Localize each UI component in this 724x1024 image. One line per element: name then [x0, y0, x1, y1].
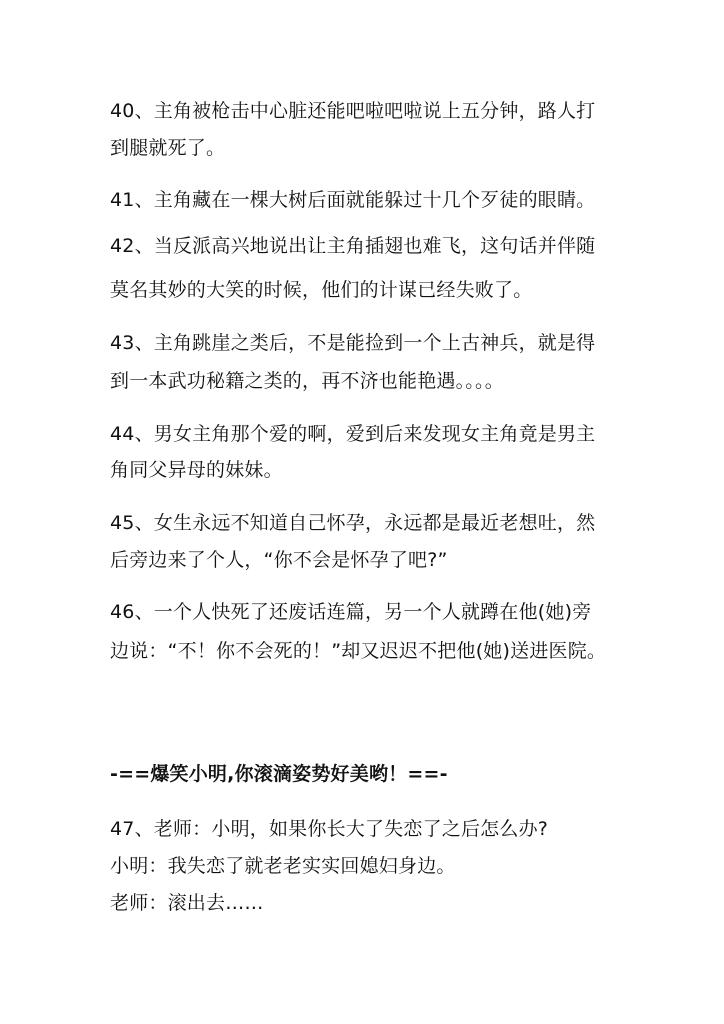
- dialogue-line: 老师：滚出去……: [110, 892, 264, 914]
- text-line: 42、当反派高兴地说出让主角插翅也难飞，这句话并伴随: [110, 235, 596, 257]
- text-line: 40、主角被枪击中心脏还能吧啦吧啦说上五分钟，路人打: [110, 100, 596, 122]
- text-line: 44、男女主角那个爱的啊，爱到后来发现女主角竟是男主: [110, 423, 596, 445]
- text-line: 莫名其妙的大笑的时候，他们的计谋已经失败了。: [110, 279, 533, 301]
- text-line: 后旁边来了个人，“你不会是怀孕了吧?”: [110, 549, 448, 571]
- text-line: 45、女生永远不知道自己怀孕，永远都是最近老想吐，然: [110, 512, 596, 534]
- text-line: 41、主角藏在一棵大树后面就能躲过十几个歹徒的眼睛。: [110, 189, 596, 211]
- text-line: 到一本武功秘籍之类的，再不济也能艳遇。。。。: [110, 370, 504, 392]
- text-line: 边说：“不！你不会死的！”却又迟迟不把他(她)送进医院。: [110, 640, 607, 662]
- text-line: 到腿就死了。: [110, 137, 226, 159]
- text-line: 角同父异母的妹妹。: [110, 459, 283, 481]
- text-line: 46、一个人快死了还废话连篇，另一个人就蹲在他(她)旁: [110, 601, 592, 623]
- text-line: 43、主角跳崖之类后，不是能捡到一个上古神兵，就是得: [110, 332, 596, 354]
- section-heading: -==爆笑小明,你滚滴姿势好美哟！==-: [110, 763, 448, 785]
- dialogue-line: 47、老师：小明，如果你长大了失恋了之后怎么办?: [110, 818, 549, 840]
- dialogue-line: 小明：我失恋了就老老实实回媳妇身边。: [110, 855, 456, 877]
